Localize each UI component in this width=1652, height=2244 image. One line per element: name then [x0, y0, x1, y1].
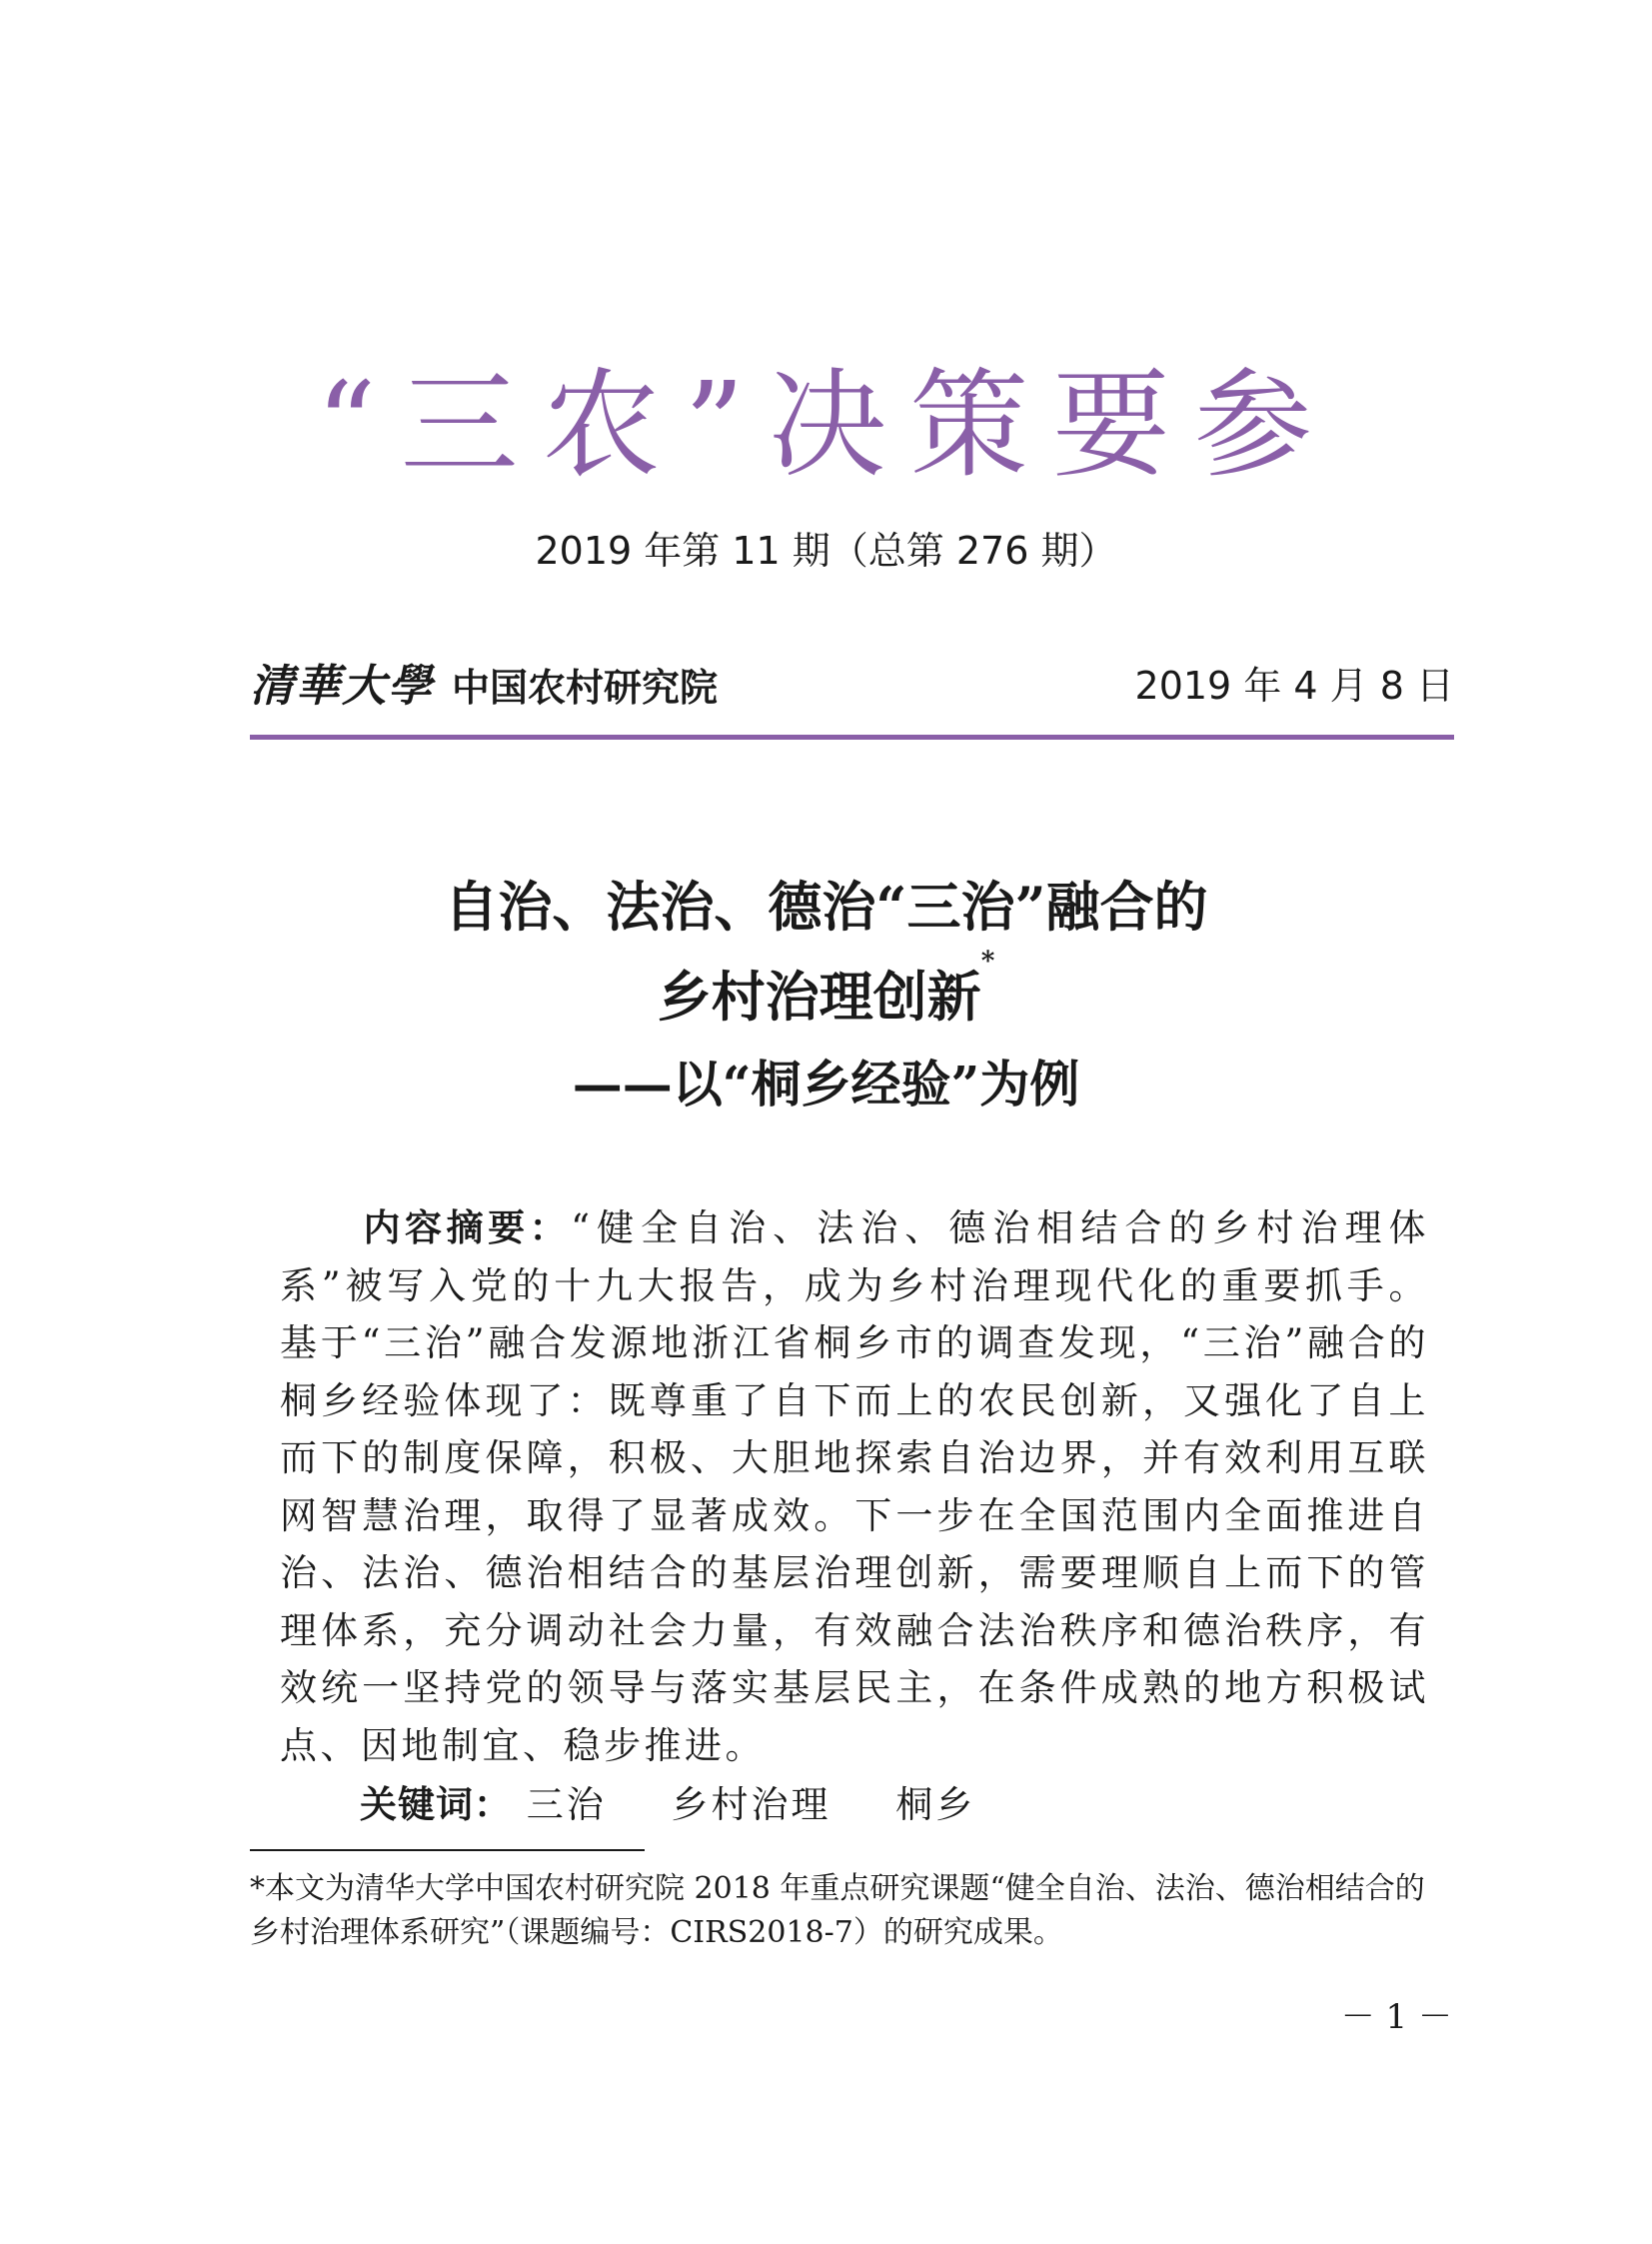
masthead-title: “三农”决策要参	[316, 356, 1336, 494]
keywords-line	[360, 1774, 1025, 1828]
footnote-marker: *	[980, 947, 995, 977]
institution-name: 中国农村研究院	[452, 666, 719, 710]
article-title-line1: 自治、法治、德治“三治”融合的	[444, 875, 1208, 939]
footnote-divider	[250, 1849, 645, 1851]
header-divider	[250, 735, 1454, 740]
issue-number: 2019 年第 11 期（总第 276 期）	[535, 529, 1117, 573]
article-subtitle: ——以“桐乡经验”为例	[572, 1055, 1080, 1114]
keyword-item: 乡村治理	[671, 1783, 831, 1826]
keyword-item: 桐乡	[895, 1783, 976, 1826]
institution-header	[250, 650, 718, 714]
keyword-item: 三治	[526, 1783, 607, 1826]
article-title-line2	[0, 947, 1652, 1032]
keywords-label: 关键词：	[360, 1783, 512, 1826]
publication-date: 2019 年 4 月 8 日	[1134, 664, 1454, 708]
abstract-text: “健全自治、法治、德治相结合的乡村治理体系”被写入党的十九大报告，成为乡村治理现代化的重要抓手。基于“三治”融合发源地浙江省桐乡市的调查发现，“三治”融合的桐乡经验体现了：既尊重了自下而上的农民创新，又强化了自上而下的制度保障，积极、大胆地探索自治边界，并有效利用互联网智慧治理，取得了显著成效。下一步在全国范围内全面推进自治、法治、德治相结合的基层治理创新，需要理顺自上而下的管理体系，充分调动社会力量，有效融合法治秩序和德治秩序，有效统一坚持党的领导与落实基层民主，在条件成熟的地方积极试点、因地制宜、稳步推进。	[280, 1206, 1429, 1767]
abstract-paragraph	[280, 1199, 1429, 1774]
article-title-line2-text: 乡村治理创新	[657, 965, 981, 1029]
university-logo-text: 清華大學	[250, 661, 434, 712]
abstract-label: 内容摘要：	[360, 1206, 572, 1249]
footnote-text: *本文为清华大学中国农村研究院 2018 年重点研究课题“健全自治、法治、德治相结合的乡村治理体系研究”（课题编号：CIRS2018-7）的研究成果。	[250, 1871, 1425, 1950]
page-number: － 1 －	[1340, 1997, 1452, 2037]
